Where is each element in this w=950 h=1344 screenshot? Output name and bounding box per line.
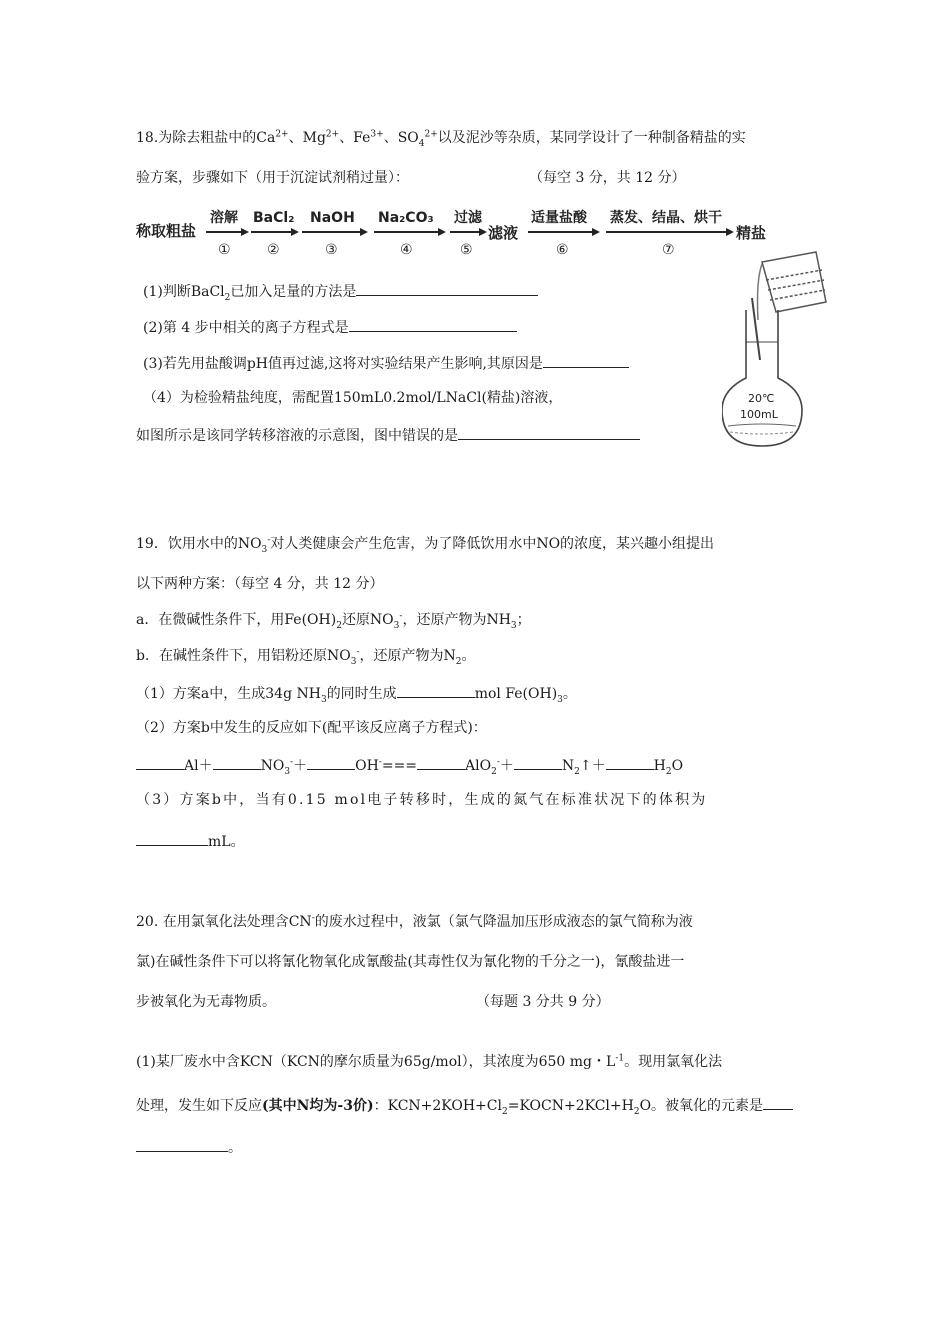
q19-stem-line2: 以下两种方案：（每空 4 分，共 12 分）	[136, 576, 384, 592]
q18-part4-line2: 如图所示是该同学转移溶液的示意图，图中错误的是	[136, 424, 640, 446]
flask-temperature-label: 20℃	[748, 392, 775, 405]
q19-part3: （3）方案b中，当有0.15 mol电子转移时，生成的氮气在标准状况下的体积为	[136, 792, 708, 808]
coefficient-blank[interactable]	[514, 754, 562, 770]
q20-stem-line2: 氯)在碱性条件下可以将氰化物氧化成氰酸盐(其毒性仅为氰化物的千分之一)，氰酸盐进一	[136, 954, 685, 970]
flow-arrowhead-4	[438, 228, 446, 236]
flow-step-5-label: 过滤	[454, 210, 482, 226]
q18-stem-line2: 验方案，步骤如下（用于沉淀试剂稍过量）：	[136, 170, 409, 186]
q19-option-b: b．在碱性条件下，用铝粉还原$NO_3^-$，还原产物为$N_2$。	[136, 647, 476, 667]
answer-blank[interactable]	[763, 1094, 793, 1110]
q19-part3-line2: mL。	[136, 830, 245, 852]
q18-part1: (1)判断BaCl$_2$已加入足量的方法是	[143, 280, 538, 302]
flow-step-7-num: ⑦	[662, 242, 675, 258]
q18-part4: （4）为检验精盐纯度，需配置150mL0.2mol/LNaCl(精盐)溶液，	[143, 390, 563, 406]
q18-stem: 18.为除去粗盐中的$Ca^{2+}$、$Mg^{2+}$、$Fe^{3+}$、$SO_4^{2+}$以及泥沙等杂质，某同学设计了一种制备精盐的实	[136, 129, 746, 149]
flow-step-4-num: ④	[400, 242, 413, 258]
q18-flow-diagram	[136, 198, 776, 260]
flow-step-1-num: ①	[218, 242, 231, 258]
flow-step-3-num: ③	[325, 242, 338, 258]
flow-arrowhead-3	[360, 228, 368, 236]
q20-part1: (1)某厂废水中含KCN（KCN的摩尔质量为65g/mol），其浓度为650 mg・$L^{-1}$。现用氯氧化法	[136, 1053, 723, 1070]
q19-stem: 19．饮用水中的$NO_3^-$对人类健康会产生危害，为了降低饮用水中NO的浓度，某兴趣小组提出	[136, 535, 715, 555]
answer-blank-continued[interactable]	[136, 1136, 228, 1152]
glass-rod	[752, 298, 760, 360]
q19-part2: （2）方案b中发生的反应如下(配平该反应离子方程式)：	[136, 720, 487, 736]
flow-step-5-num: ⑤	[460, 242, 473, 258]
flow-arrowhead-1	[241, 228, 249, 236]
flow-step-7-label: 蒸发、结晶、烘干	[610, 210, 722, 226]
flow-step-3-label: NaOH	[310, 210, 355, 226]
q19-option-a: a．在微碱性条件下，用$Fe(OH)_2$还原$NO_3^-$，还原产物为$NH_3$；	[136, 611, 531, 631]
answer-blank[interactable]	[397, 682, 475, 698]
flow-arrowhead-7	[726, 228, 734, 236]
answer-blank[interactable]	[356, 280, 538, 296]
q20-stem-line3: 步被氧化为无毒物质。	[136, 994, 276, 1010]
coefficient-blank[interactable]	[213, 754, 261, 770]
flow-step-2-num: ②	[267, 242, 280, 258]
flow-arrowhead-2	[291, 228, 299, 236]
coefficient-blank[interactable]	[417, 754, 465, 770]
q20-score: （每题 3 分共 9 分）	[476, 994, 610, 1010]
flow-step-2-label: BaCl₂	[253, 210, 295, 226]
q19-equation: $Al+ NO_3^-+ OH^-=== AlO_2^-+$ $N_2↑+ H_2O$	[136, 754, 683, 776]
beaker-icon	[762, 252, 826, 312]
q20-stem: 20. 在用氯氧化法处理含CN-的废水过程中，液氯（氯气降温加压形成液态的氯气简称为液	[136, 913, 693, 930]
flow-step-6-num: ⑥	[556, 242, 569, 258]
flow-arrowhead-5	[479, 228, 487, 236]
liquid-stream	[758, 264, 763, 320]
coefficient-blank[interactable]	[606, 754, 654, 770]
q18-part2: (2)第 4 步中相关的离子方程式是	[143, 316, 517, 338]
flow-step-4-label: Na₂CO₃	[378, 210, 434, 226]
flow-start: 称取粗盐	[136, 222, 197, 240]
answer-blank[interactable]	[136, 830, 208, 846]
flow-step-1-label: 溶解	[210, 210, 238, 226]
q18-score: （每空 3 分，共 12 分）	[529, 170, 686, 186]
coefficient-blank[interactable]	[307, 754, 355, 770]
volumetric-flask-illustration	[722, 250, 832, 450]
flask-volume-label: 100mL	[740, 408, 778, 421]
answer-blank[interactable]	[458, 424, 640, 440]
q20-part1-line2: 处理，发生如下反应(其中N均为-3价)：$KCN+2KOH+Cl_2=KOCN+2KCl+H_2O$。被氧化的元素是	[136, 1094, 793, 1116]
flow-filtrate: 滤液	[488, 224, 519, 242]
q20-part1-line3: 。	[136, 1136, 242, 1158]
flow-end: 精盐	[736, 224, 767, 242]
answer-blank[interactable]	[349, 316, 517, 332]
answer-blank[interactable]	[543, 352, 629, 368]
coefficient-blank[interactable]	[136, 754, 184, 770]
q18-part3: (3)若先用盐酸调pH值再过滤,这将对实验结果产生影响,其原因是	[143, 352, 629, 374]
flow-arrowhead-6	[592, 228, 600, 236]
flow-step-6-label: 适量盐酸	[531, 210, 587, 226]
flask-icon	[722, 310, 802, 446]
q19-part1: （1）方案a中，生成34g $NH_3$的同时生成 mol $Fe(OH)_3$。	[136, 682, 577, 704]
